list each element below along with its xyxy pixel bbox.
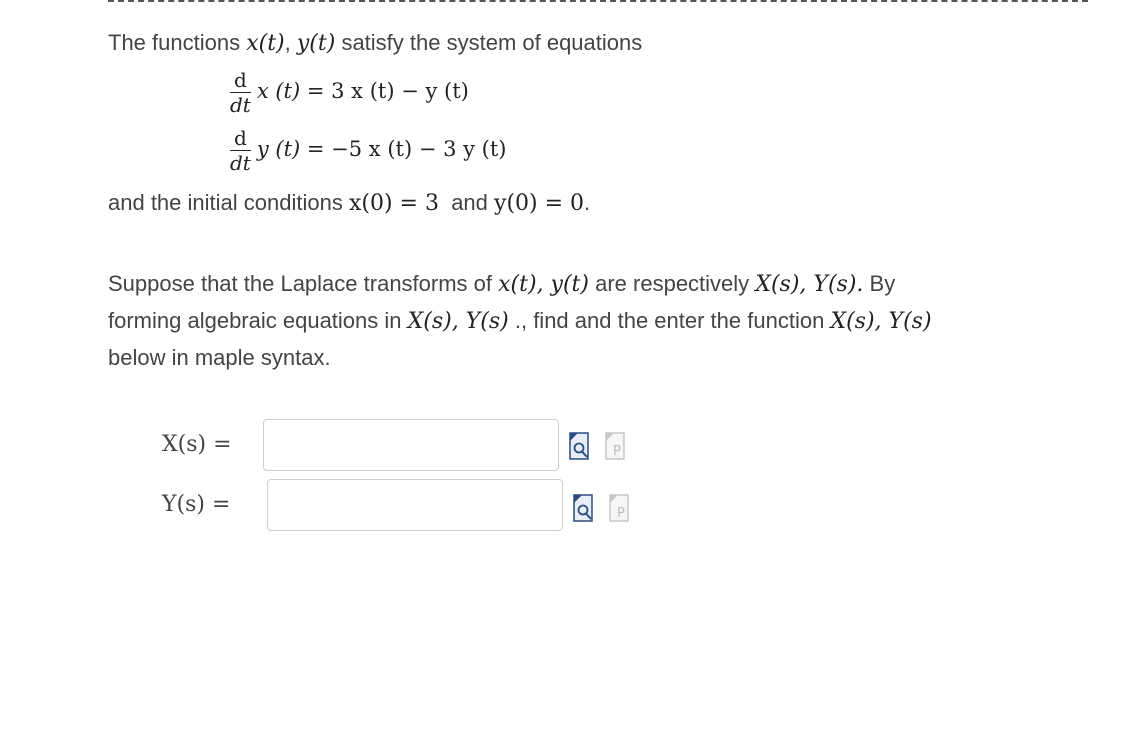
initial-conditions-line <box>108 190 590 216</box>
derivative-operator: $\frac{d}{dt}$ <box>230 126 251 175</box>
intro-line <box>108 30 642 56</box>
answer-input-y[interactable] <box>267 479 563 531</box>
preview-icon[interactable] <box>569 432 591 462</box>
svg-text:P: P <box>613 444 621 459</box>
svg-text:P: P <box>617 506 625 521</box>
question-line-3: below in maple syntax. <box>108 345 331 370</box>
answer-input-x[interactable] <box>263 419 559 471</box>
intro-prefix: The functions <box>108 30 241 55</box>
equation-2-lhs: y (t) <box>256 137 301 161</box>
intro-suffix: satisfy the system of equations <box>341 30 643 55</box>
answer-label-y: Y(s) = <box>162 492 231 517</box>
equation-2 <box>230 128 507 173</box>
initial-prefix: and the initial conditions <box>108 190 343 215</box>
equation-1-rhs: = 3 x (t) − y (t) <box>306 79 469 103</box>
question-line-2: forming algebraic equations in X(s), Y(s) ., find and the enter the function X(s), Y(s) <box>108 308 932 334</box>
equation-1-lhs: x (t) <box>256 79 301 103</box>
equation-2-rhs: = −5 x (t) − 3 y (t) <box>306 137 507 161</box>
top-dashed-rule <box>108 0 1088 2</box>
intro-sep: , <box>284 30 291 55</box>
maple-syntax-icon[interactable] <box>609 494 631 524</box>
initial-cond-1: x(0) = 3 <box>348 191 439 216</box>
question-line-1: Suppose that the Laplace transforms of x(t), y(t) are respectively X(s), Y(s). By <box>108 271 896 297</box>
intro-y-func: y(t) <box>296 31 336 56</box>
question-paragraph <box>108 266 1088 376</box>
initial-end: . <box>584 190 591 215</box>
answer-label-x: X(s) = <box>162 432 232 457</box>
initial-cond-2: y(0) = 0 <box>494 191 585 216</box>
maple-syntax-icon[interactable] <box>605 432 627 462</box>
initial-and: and <box>451 190 488 215</box>
equation-1 <box>230 70 469 115</box>
derivative-operator: $\frac{d}{dt}$ <box>230 68 251 117</box>
preview-icon[interactable] <box>573 494 595 524</box>
intro-x-func: x(t) <box>246 31 285 56</box>
